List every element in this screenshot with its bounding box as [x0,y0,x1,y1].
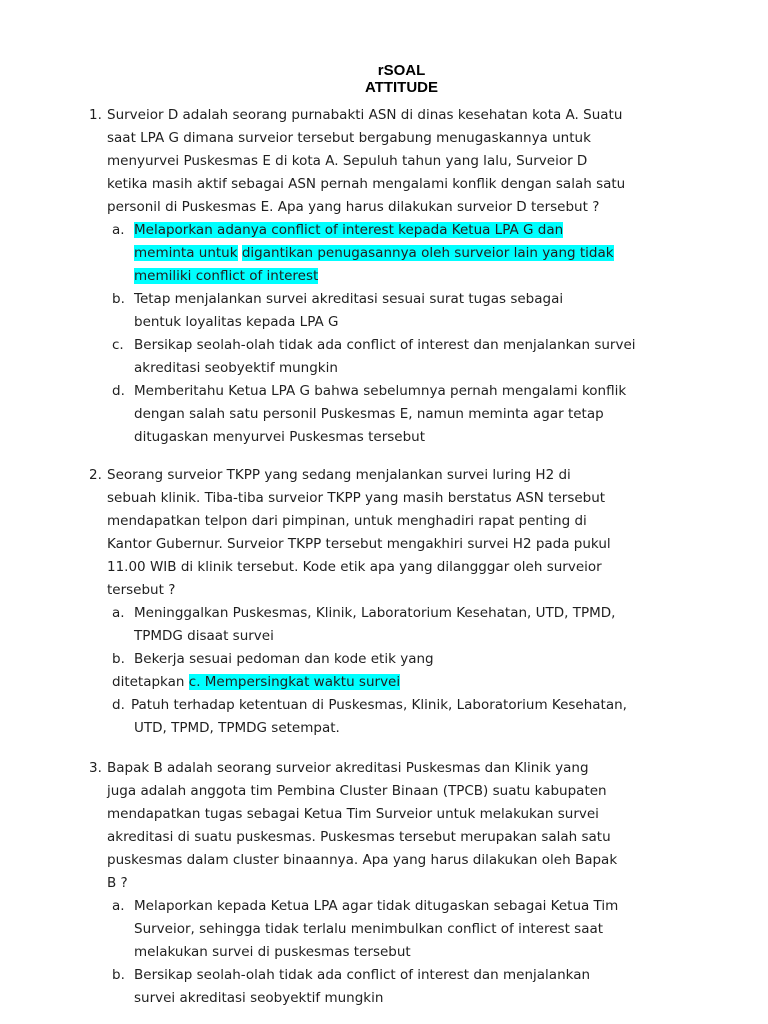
question-text-line: Seorang surveior TKPP yang sedang menjalankan survei luring H2 di [107,467,571,483]
highlight: meminta untuk [134,245,238,261]
option-letter: c. [112,337,124,353]
option-text-line: Bersikap seolah-olah tidak ada conflict of interest dan menjalankan [134,967,591,983]
question-text-line: menyurvei Puskesmas E di kota A. Sepuluh tahun yang lalu, Surveior D [107,153,588,169]
question-text-line: mendapatkan tugas sebagai Ketua Tim Surveior untuk melakukan survei [107,806,599,822]
option-text-line: Patuh terhadap ketentuan di Puskesmas, Klinik, Laboratorium Kesehatan, [131,697,627,713]
option-text-line [112,672,400,692]
question-number: 2. [89,467,102,483]
question-text-line: ketika masih aktif sebagai ASN pernah mengalami konflik dengan salah satu [107,176,626,192]
option-c-highlighted [189,674,400,690]
highlight: memiliki conflict of interest [134,268,319,284]
option-letter: b. [112,651,125,667]
option-text-continuation: ditetapkan [112,674,185,690]
question-text-line: 11.00 WIB di klinik tersebut. Kode etik apa yang dilangggar oleh surveior [107,559,602,575]
question-text-line: saat LPA G dimana surveior tersebut bergabung menugaskannya untuk [107,130,591,146]
highlight: Melaporkan adanya conflict of interest kepada Ketua LPA G dan [134,222,564,238]
option-text: Mempersingkat waktu survei [204,674,401,690]
option-letter: a. [112,605,125,621]
question-number: 3. [89,760,102,776]
option-text-line: Surveior, sehingga tidak terlalu menimbulkan conflict of interest saat [134,921,604,937]
option-text-line: dengan salah satu personil Puskesmas E, namun meminta agar tetap [134,406,604,422]
option-text-line: survei akreditasi seobyektif mungkin [134,990,384,1006]
question-text-line: sebuah klinik. Tiba-tiba surveior TKPP yang masih berstatus ASN tersebut [107,490,606,506]
option-text-line: Melaporkan kepada Ketua LPA agar tidak ditugaskan sebagai Ketua Tim [134,898,619,914]
question-text-line: puskesmas dalam cluster binaannya. Apa yang harus dilakukan oleh Bapak [107,852,618,868]
document-subtitle: ATTITUDE [364,79,439,96]
option-text-line: akreditasi seobyektif mungkin [134,360,338,376]
option-text-highlighted [134,220,563,240]
question-text-line: Bapak B adalah seorang surveior akreditasi Puskesmas dan Klinik yang [107,760,589,776]
option-text-line: Memberitahu Ketua LPA G bahwa sebelumnya pernah mengalami konflik [134,383,627,399]
option-text-line: melakukan survei di puskesmas tersebut [134,944,411,960]
question-text-line: B ? [107,875,128,891]
highlight: digantikan penugasannya oleh surveior lain yang tidak [241,245,614,261]
option-letter: d. [112,383,125,399]
option-text-line: Tetap menjalankan survei akreditasi sesuai surat tugas sebagai [134,291,564,307]
document-title: rSOAL [377,62,426,79]
option-text-line: TPMDG disaat survei [134,628,274,644]
option-letter: c. [188,674,201,690]
question-text-line: akreditasi di suatu puskesmas. Puskesmas tersebut merupakan salah satu [107,829,611,845]
option-text-highlighted [134,266,318,286]
question-number: 1. [89,107,102,123]
option-text-line: Meninggalkan Puskesmas, Klinik, Laboratorium Kesehatan, UTD, TPMD, [134,605,616,621]
question-text-line: Kantor Gubernur. Surveior TKPP tersebut mengakhiri survei H2 pada pukul [107,536,611,552]
option-letter: d. [112,697,125,713]
option-letter: a. [112,898,125,914]
question-text-line: tersebut ? [107,582,176,598]
option-text-highlighted [134,243,614,263]
question-text-line: Surveior D adalah seorang purnabakti ASN di dinas kesehatan kota A. Suatu [107,107,623,123]
question-text-line: juga adalah anggota tim Pembina Cluster Binaan (TPCB) suatu kabupaten [107,783,607,799]
option-letter: b. [112,967,125,983]
option-text-line: ditugaskan menyurvei Puskesmas tersebut [134,429,426,445]
option-text-line: bentuk loyalitas kepada LPA G [134,314,339,330]
option-letter: b. [112,291,125,307]
option-text-line: Bekerja sesuai pedoman dan kode etik yang [134,651,434,667]
question-text-line: personil di Puskesmas E. Apa yang harus dilakukan surveior D tersebut ? [107,199,600,215]
question-text-line: mendapatkan telpon dari pimpinan, untuk menghadiri rapat penting di [107,513,587,529]
option-text-line: Bersikap seolah-olah tidak ada conflict of interest dan menjalankan survei [134,337,636,353]
option-letter: a. [112,222,125,238]
option-text-line: UTD, TPMD, TPMDG setempat. [134,720,340,736]
